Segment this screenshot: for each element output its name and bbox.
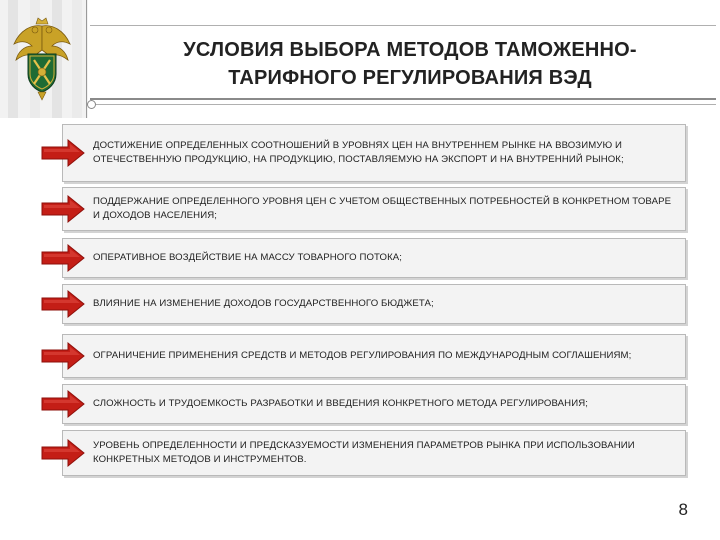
rule-circle-ornament xyxy=(87,100,96,109)
red-arrow-icon xyxy=(40,341,86,371)
red-arrow-icon xyxy=(40,194,86,224)
red-arrow-icon xyxy=(40,138,86,168)
list-item xyxy=(40,430,690,476)
list-item xyxy=(40,124,690,182)
item-text: ОГРАНИЧЕНИЕ ПРИМЕНЕНИЯ СРЕДСТВ И МЕТОДОВ РЕГУЛИРОВАНИЯ ПО МЕЖДУНАРОДНЫМ СОГЛАШЕНИЯМ; xyxy=(93,350,632,361)
vertical-divider xyxy=(86,0,87,118)
item-box xyxy=(62,430,686,476)
item-text: ОПЕРАТИВНОЕ ВОЗДЕЙСТВИЕ НА МАССУ ТОВАРНОГО ПОТОКА; xyxy=(93,252,403,263)
item-box xyxy=(62,124,686,182)
item-text: УРОВЕНЬ ОПРЕДЕЛЕННОСТИ И ПРЕДСКАЗУЕМОСТИ ИЗМЕНЕНИЯ ПАРАМЕТРОВ РЫНКА ПРИ ИСПОЛЬЗОВАНИИ КОНКРЕТНЫХ МЕТОДОВ И ИНСТРУМЕНТОВ. xyxy=(93,440,635,465)
page-number: 8 xyxy=(678,500,688,519)
list-item xyxy=(40,187,690,231)
title-rule xyxy=(90,98,716,100)
customs-emblem-icon xyxy=(10,16,74,102)
list-item xyxy=(40,238,690,278)
item-text: ВЛИЯНИЕ НА ИЗМЕНЕНИЕ ДОХОДОВ ГОСУДАРСТВЕННОГО БЮДЖЕТА; xyxy=(93,298,434,309)
title-rule-thin xyxy=(90,104,716,105)
item-text: ПОДДЕРЖАНИЕ ОПРЕДЕЛЕННОГО УРОВНЯ ЦЕН С УЧЕТОМ ОБЩЕСТВЕННЫХ ПОТРЕБНОСТЕЙ В КОНКРЕТНОМ ТОВАРЕ И ДОХОДОВ НАСЕЛЕНИЯ; xyxy=(93,196,672,221)
page-title xyxy=(110,36,710,92)
list-item xyxy=(40,284,690,324)
red-arrow-icon xyxy=(40,438,86,468)
item-box xyxy=(62,187,686,231)
list-item xyxy=(40,334,690,378)
item-text: ДОСТИЖЕНИЕ ОПРЕДЕЛЕННЫХ СООТНОШЕНИЙ В УРОВНЯХ ЦЕН НА ВНУТРЕННЕМ РЫНКЕ НА ВВОЗИМУЮ И ОТЕЧЕСТВЕННУЮ ПРОДУКЦИЮ, НА ПРОДУКЦИЮ, ПОСТАВЛЯЕМУЮ НА ЭКСПОРТ И НА ВНУТРЕННИЙ РЫНОК; xyxy=(93,140,624,165)
title-line-1: УСЛОВИЯ ВЫБОРА МЕТОДОВ ТАМОЖЕННО- xyxy=(183,39,637,61)
item-text: СЛОЖНОСТЬ И ТРУДОЕМКОСТЬ РАЗРАБОТКИ И ВВЕДЕНИЯ КОНКРЕТНОГО МЕТОДА РЕГУЛИРОВАНИЯ; xyxy=(93,398,588,409)
red-arrow-icon xyxy=(40,289,86,319)
item-box xyxy=(62,284,686,324)
title-rule-top xyxy=(90,25,716,26)
list-item xyxy=(40,384,690,424)
red-arrow-icon xyxy=(40,389,86,419)
item-box xyxy=(62,334,686,378)
item-box xyxy=(62,238,686,278)
item-box xyxy=(62,384,686,424)
red-arrow-icon xyxy=(40,243,86,273)
title-line-2: ТАРИФНОГО РЕГУЛИРОВАНИЯ ВЭД xyxy=(228,67,592,89)
